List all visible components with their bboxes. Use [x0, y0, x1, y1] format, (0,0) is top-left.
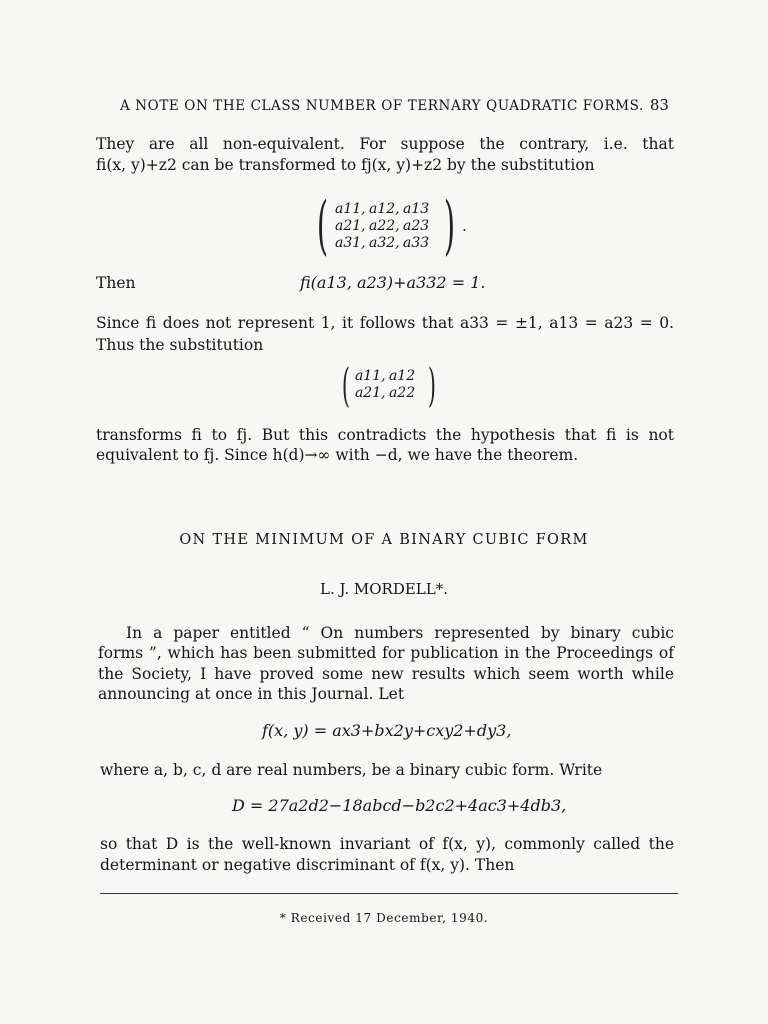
article-title: ON THE MINIMUM OF A BINARY CUBIC FORM: [179, 532, 589, 548]
matrix-row: [335, 201, 437, 218]
matrix-entry: a11,: [354, 368, 386, 384]
matrix-row: [335, 218, 437, 235]
matrix-entry: a11,: [334, 200, 366, 217]
matrix-entry: a13: [402, 200, 430, 217]
matrix-entry: a12,: [368, 200, 400, 217]
left-parenthesis: (: [341, 358, 351, 412]
footnote: * Received 17 December, 1940.: [279, 911, 489, 925]
matrix-rows: [335, 201, 437, 252]
matrix-entry: a21,: [354, 385, 386, 401]
left-parenthesis: (: [316, 189, 329, 263]
matrix-entry: a12: [388, 368, 416, 384]
running-header: [120, 96, 669, 114]
paragraph-line: announcing at once in this Journal. Let: [98, 685, 405, 703]
substitution-matrix-3x3: [310, 189, 467, 263]
paragraph-line: so that D is the well-known invariant of f(x, y), commonly called the: [100, 835, 674, 853]
equation-then: fi(a13, a23)+a332 = 1.: [300, 273, 486, 292]
paragraph-line: the Society, I have proved some new results which seem worth while: [98, 665, 674, 683]
paragraph-line: Thus the substitution: [96, 336, 264, 354]
matrix-row: [355, 385, 423, 402]
substitution-matrix-2x2: [337, 358, 441, 412]
matrix-entry: a22: [388, 385, 416, 401]
paragraph-line: fi(x, y)+z2 can be transformed to fj(x, y)+z2 by the substitution: [96, 156, 595, 174]
running-title: A NOTE ON THE CLASS NUMBER OF TERNARY QUADRATIC FORMS.: [120, 98, 644, 114]
matrix-row: [355, 368, 423, 385]
right-parenthesis: ): [443, 189, 456, 263]
paragraph-line: determinant or negative discriminant of f(x, y). Then: [100, 856, 515, 874]
matrix-entry: a22,: [368, 217, 400, 234]
right-parenthesis: ): [427, 358, 436, 412]
article-author: L. J. MORDELL*.: [320, 580, 448, 598]
paragraph-line: equivalent to fj. Since h(d)→∞ with −d, we have the theorem.: [96, 446, 579, 464]
matrix-entry: a23: [402, 217, 430, 234]
paragraph-line: transforms fi to fj. But this contradicts the hypothesis that fi is not: [96, 426, 674, 444]
matrix-entry: a32,: [368, 234, 400, 251]
paragraph-line: Since fi does not represent 1, it follows that a33 = ±1, a13 = a23 = 0.: [96, 314, 674, 332]
paragraph-line: They are all non-equivalent. For suppose the contrary, i.e. that: [96, 135, 674, 153]
then-label: Then: [96, 274, 136, 292]
equation-cubic-form: f(x, y) = ax3+bx2y+cxy2+dy3,: [262, 721, 512, 740]
matrix-entry: a21,: [334, 217, 366, 234]
matrix-rows: [355, 368, 423, 402]
equation-discriminant: D = 27a2d2−18abcd−b2c2+4ac3+4db3,: [232, 796, 567, 815]
paragraph-line: where a, b, c, d are real numbers, be a binary cubic form. Write: [100, 761, 603, 779]
matrix-period: .: [461, 217, 467, 235]
matrix-entry: a33: [402, 234, 430, 251]
footnote-rule: [100, 893, 678, 894]
paragraph-line: forms ”, which has been submitted for publication in the Proceedings of: [98, 644, 674, 662]
matrix-entry: a31,: [334, 234, 366, 251]
matrix-row: [335, 235, 437, 252]
paragraph-line: In a paper entitled “ On numbers represented by binary cubic: [126, 624, 674, 642]
page-number: 83: [649, 96, 669, 114]
